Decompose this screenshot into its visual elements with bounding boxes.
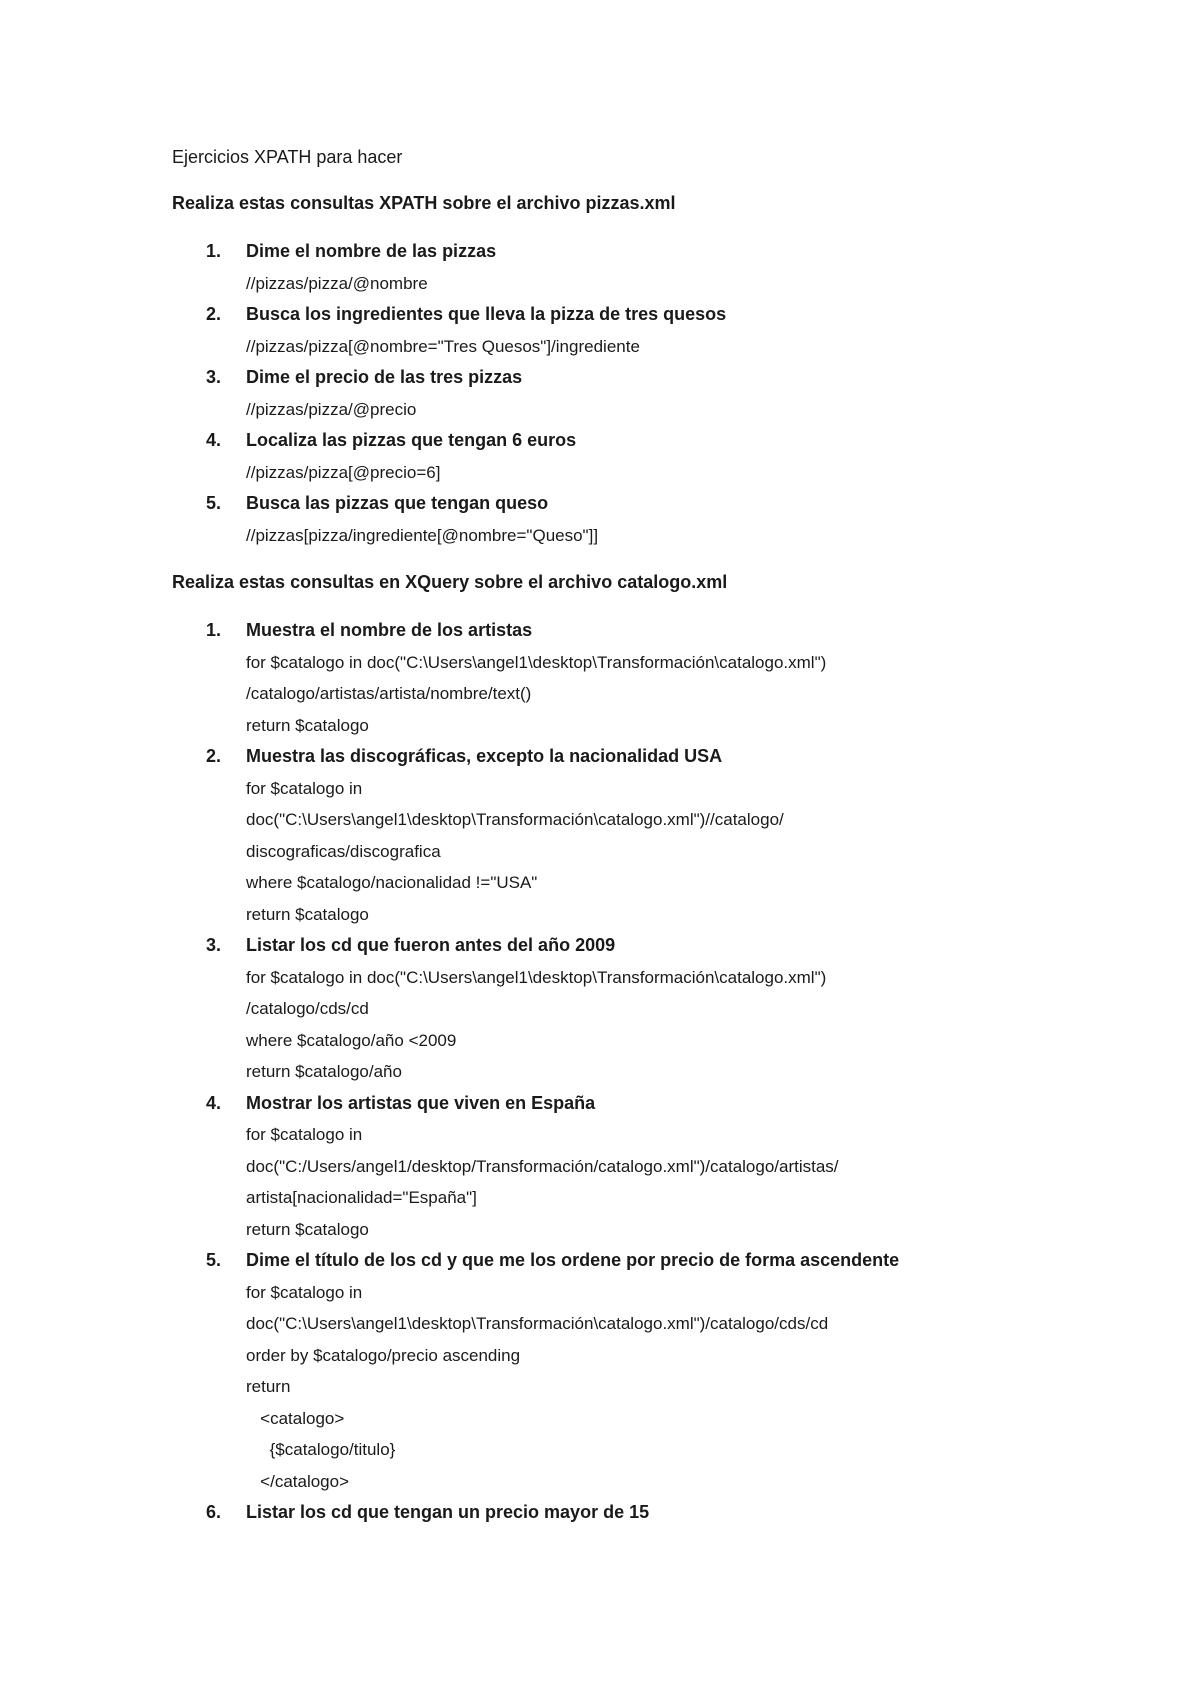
answer-code-line: artista[nacionalidad="España"] <box>246 1188 477 1207</box>
answer-code-line: //pizzas/pizza/@nombre <box>246 273 428 293</box>
question-number: 1. <box>206 241 222 261</box>
answer-code-line: </catalogo> <box>246 1471 350 1491</box>
section-1 <box>172 190 1072 569</box>
question-item <box>172 362 1072 425</box>
answer-code-line: for $catalogo in <box>246 1282 363 1302</box>
question-text: Dime el nombre de las pizzas <box>246 241 497 261</box>
question-item <box>172 1088 1072 1246</box>
question-number: 2. <box>206 746 222 766</box>
answer-code-line: where $catalogo/año <2009 <box>246 1030 457 1050</box>
answer-code-line: return $catalogo <box>246 1219 369 1239</box>
question-item <box>172 236 1072 299</box>
question-item <box>172 299 1072 362</box>
sections-container <box>172 190 1072 1529</box>
answer-code-line: for $catalogo in <box>246 778 363 798</box>
answer-code-line: <catalogo> <box>246 1408 345 1428</box>
answer-code-line: for $catalogo in doc("C:\Users\angel1\desktop\Transformación\catalogo.xml") <box>246 967 827 987</box>
answer-code-line: //pizzas/pizza/@precio <box>246 399 417 419</box>
question-number: 3. <box>206 367 222 387</box>
question-number: 5. <box>206 1250 222 1270</box>
answer-code-line: //pizzas[pizza/ingrediente[@nombre="Queso"]] <box>246 525 599 545</box>
answer-code-line: doc("C:\Users\angel1\desktop\Transformación\catalogo.xml")//catalogo/ <box>246 810 784 829</box>
answer-code-line: {$catalogo/titulo} <box>246 1440 396 1459</box>
section-spacer <box>172 551 1072 569</box>
document-content <box>172 144 1072 1529</box>
section-heading: Realiza estas consultas en XQuery sobre el archivo catalogo.xml <box>172 572 728 592</box>
answer-code-line: //pizzas/pizza[@nombre="Tres Quesos"]/ingrediente <box>246 336 640 356</box>
section-heading: Realiza estas consultas XPATH sobre el archivo pizzas.xml <box>172 193 676 213</box>
answer-code-line: for $catalogo in doc("C:\Users\angel1\desktop\Transformación\catalogo.xml") <box>246 652 827 672</box>
answer-code-line: return $catalogo <box>246 715 369 735</box>
question-item <box>172 1497 1072 1529</box>
question-text: Muestra el nombre de los artistas <box>246 620 533 640</box>
question-list <box>172 615 1072 1529</box>
question-item <box>172 488 1072 551</box>
question-text: Busca las pizzas que tengan queso <box>246 493 549 513</box>
answer-code-line: doc("C:/Users/angel1/desktop/Transformación/catalogo.xml")/catalogo/artistas/ <box>246 1156 839 1176</box>
answer-code-line: discograficas/discografica <box>246 841 441 861</box>
answer-code-line: return $catalogo/año <box>246 1062 402 1081</box>
answer-code-line: doc("C:\Users\angel1\desktop\Transformación\catalogo.xml")/catalogo/cds/cd <box>246 1314 829 1333</box>
question-text: Muestra las discográficas, excepto la nacionalidad USA <box>246 746 723 766</box>
document-title: Ejercicios XPATH para hacer <box>172 147 403 167</box>
question-item <box>172 615 1072 741</box>
question-list <box>172 236 1072 551</box>
question-text: Busca los ingredientes que lleva la pizza de tres quesos <box>246 304 727 324</box>
answer-code-line: /catalogo/cds/cd <box>246 999 369 1018</box>
section-2 <box>172 569 1072 1529</box>
question-text: Dime el título de los cd y que me los ordene por precio de forma ascendente <box>246 1250 900 1270</box>
question-number: 5. <box>206 493 222 513</box>
question-text: Dime el precio de las tres pizzas <box>246 367 523 387</box>
question-item <box>172 425 1072 488</box>
question-number: 4. <box>206 1092 222 1113</box>
question-number: 1. <box>206 620 222 640</box>
question-item <box>172 930 1072 1088</box>
answer-code-line: //pizzas/pizza[@precio=6] <box>246 462 441 482</box>
question-text: Listar los cd que tengan un precio mayor de 15 <box>246 1502 650 1522</box>
answer-code-line: order by $catalogo/precio ascending <box>246 1345 521 1365</box>
answer-code-line: for $catalogo in <box>246 1125 363 1144</box>
question-text: Mostrar los artistas que viven en España <box>246 1092 596 1113</box>
question-text: Listar los cd que fueron antes del año 2009 <box>246 935 616 955</box>
answer-code-line: return <box>246 1377 291 1396</box>
question-text: Localiza las pizzas que tengan 6 euros <box>246 430 577 450</box>
question-number: 4. <box>206 430 222 450</box>
question-item <box>172 741 1072 930</box>
answer-code-line: return $catalogo <box>246 904 369 924</box>
answer-code-line: /catalogo/artistas/artista/nombre/text() <box>246 684 532 703</box>
answer-code-line: where $catalogo/nacionalidad !="USA" <box>246 873 538 892</box>
question-item <box>172 1245 1072 1497</box>
question-number: 3. <box>206 935 222 955</box>
question-number: 6. <box>206 1502 222 1522</box>
question-number: 2. <box>206 304 222 324</box>
